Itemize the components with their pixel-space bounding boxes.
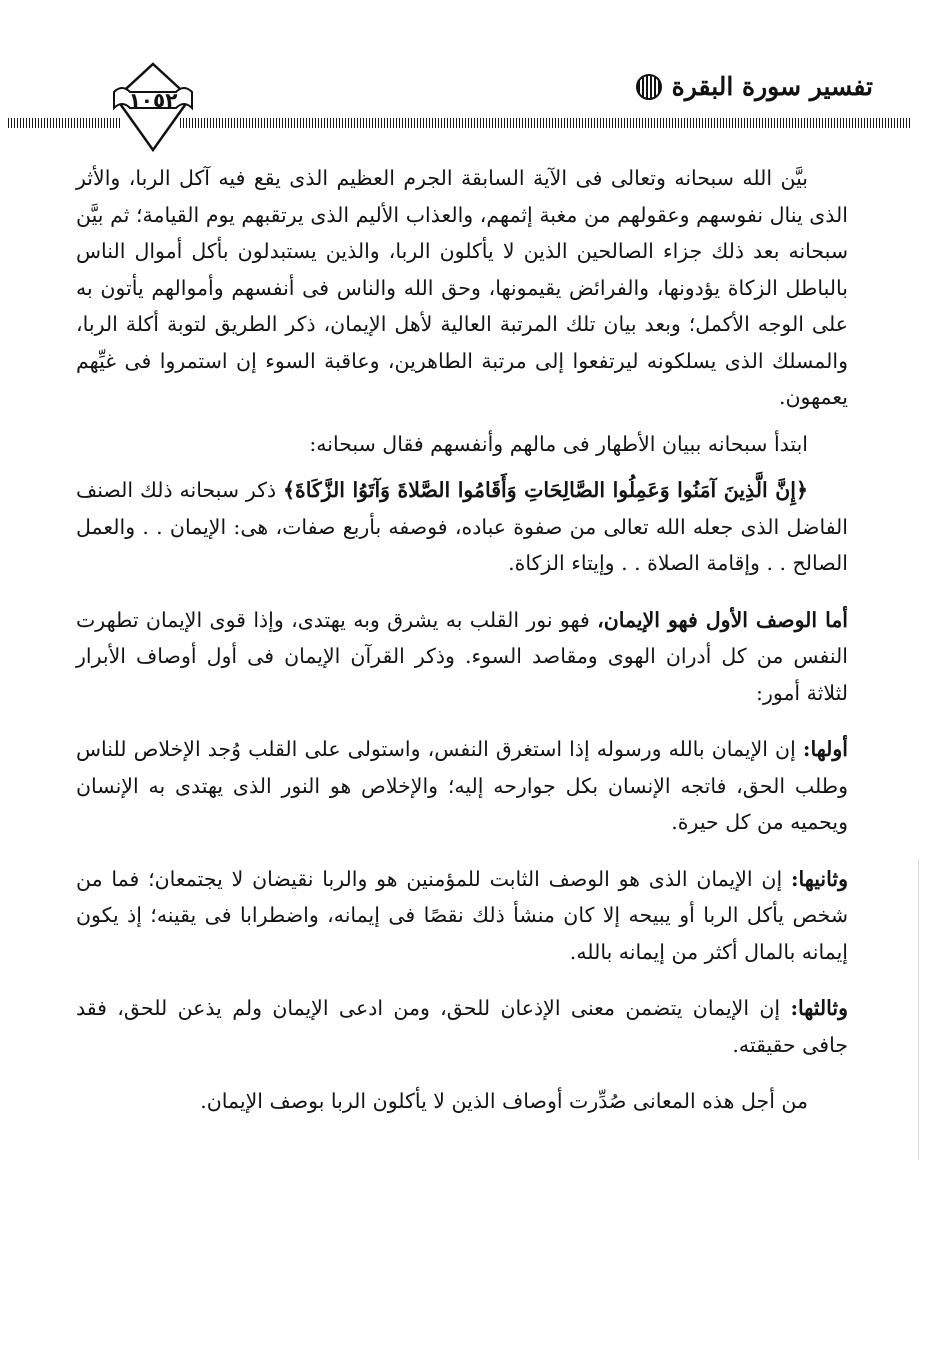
verse-commentary: ذكر سبحانه ذلك الصنف الفاضل الذى جعله الله تعالى من صفوة عباده، فوصفه بأربع صفات، هى: الإيمان . . والعمل الصالح . . وإقامة الصلاة . . وإيتاء الزكاة. <box>76 478 848 575</box>
paragraph-intro: بيَّن الله سبحانه وتعالى فى الآية السابقة الجرم العظيم الذى يقع فيه آكل الربا، والأثر الذى ينال نفوسهم وعقولهم من مغبة إثمهم، والعذاب الأليم الذى يرتقبهم يوم القيامة؛ ثم بيَّن سبحانه بعد ذلك جزاء الصالحين الذين لا يأكلون الربا، والذين يستبدلون بأكل أموال الناس بالباطل الزكاة يؤدونها، والفرائض يقيمونها، وحق الله والناس فى أنفسهم وأموالهم يأتون به على الوجه الأكمل؛ وبعد بيان تلك المرتبة العالية لأهل الإيمان، ذكر الطريق لتوبة أكلة الربا، والمسلك الذى يسلكونه ليرتفعوا إلى مرتبة الطاهرين، وعاقبة السوء إن استمروا فى غيِّهم يعمهون. <box>76 166 848 409</box>
decorative-medallion-icon <box>636 74 662 100</box>
book-title: تفسير سورة البقرة <box>671 72 873 101</box>
quran-verse: ﴿إِنَّ الَّذِينَ آمَنُوا وَعَمِلُوا الصَّالِحَاتِ وَأَقَامُوا الصَّلاةَ وَآتَوُا الزَّكَاةَ﴾ <box>282 478 808 502</box>
header-rule-right <box>180 118 910 128</box>
page-body <box>76 160 848 1120</box>
second-reason-heading: وثانيها: <box>790 866 848 891</box>
paragraph-third-reason <box>76 990 848 1063</box>
paragraph-quran-verse <box>76 472 848 582</box>
first-trait-heading: أما الوصف الأول فهو الإيمان، <box>597 607 848 632</box>
header-rule-left <box>8 118 120 128</box>
page-number: ١٠٥٢ <box>128 88 178 112</box>
third-reason-text: إن الإيمان يتضمن معنى الإذعان للحق، ومن ادعى الإيمان ولم يذعن للحق، فقد جافى حقيقته. <box>76 996 848 1057</box>
second-reason-text: إن الإيمان الذى هو الوصف الثابت للمؤمنين هو والربا نقيضان لا يجتمعان؛ فما من شخص يأكل الربا أو يبيحه إلا كان منشأ ذلك نقصًا فى إيمانه، واضطرابا فى يقينه؛ إذ يكون إيمانه بالمال أكثر من إيمانه بالله. <box>76 866 848 964</box>
running-title <box>636 72 873 101</box>
paragraph-conclusion: من أجل هذه المعانى صُدِّرت أوصاف الذين لا يأكلون الربا بوصف الإيمان. <box>200 1089 808 1113</box>
first-reason-text: إن الإيمان بالله ورسوله إذا استغرق النفس، واستولى على القلب وُجد الإخلاص للناس وطلب الحق، فاتجه الإنسان بكل جوارحه إليه؛ والإخلاص هو النور الذى يهتدى به الإنسان ويحميه من كل حيرة. <box>76 737 848 834</box>
page-header <box>0 0 925 160</box>
paragraph-first-trait <box>76 602 848 712</box>
third-reason-heading: وثالثها: <box>790 996 848 1020</box>
first-trait-text: فهو نور القلب به يشرق وبه يهتدى، وإذا قوى الإيمان تطهرت النفس من كل أدران الهوى ومقاصد السوء. وذكر القرآن الإيمان فى أول أوصاف الأبرار لثلاثة أمور: <box>76 607 848 705</box>
paragraph-first-reason <box>76 731 848 841</box>
paragraph-second-reason <box>76 861 848 971</box>
paragraph-beginning: ابتدأ سبحانه ببيان الأطهار فى مالهم وأنفسهم فقال سبحانه: <box>309 431 808 456</box>
first-reason-heading: أولها: <box>802 737 848 761</box>
scan-edge-line <box>918 860 919 1160</box>
